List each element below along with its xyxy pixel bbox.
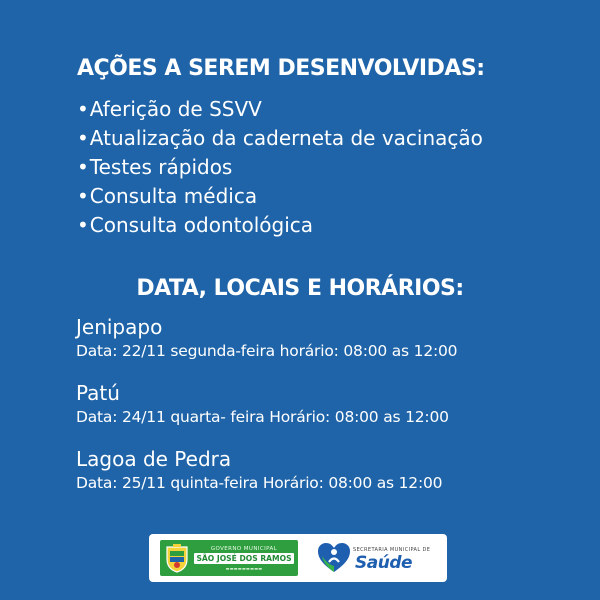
location-block [76,380,449,428]
bullet: • [77,126,89,150]
list-item [77,95,483,124]
saude-name: Saúde [355,553,413,573]
crest-icon [164,543,190,573]
action-label: Testes rápidos [89,155,233,179]
municipal-logo [160,540,298,576]
actions-heading: AÇÕES A SEREM DESENVOLVIDAS: [77,56,485,81]
location-name: Patú [76,381,120,405]
location-detail: Data: 24/11 quarta- feira Horário: 08:00 as 12:00 [76,408,449,426]
list-item [77,153,483,182]
municipal-subtitle: GOVERNO MUNICIPAL [210,546,278,552]
action-label: Consulta médica [89,184,258,208]
location-detail: Data: 22/11 segunda-feira horário: 08:00 as 12:00 [76,342,458,360]
list-item [77,124,483,153]
location-block [76,314,457,362]
saude-logo [315,540,435,576]
list-item [77,182,483,211]
location-name: Lagoa de Pedra [76,447,232,471]
location-detail: Data: 25/11 quinta-feira Horário: 08:00 as 12:00 [76,474,443,492]
action-label: Atualização da caderneta de vacinação [89,126,483,150]
location-name: Jenipapo [76,315,163,339]
bullet: • [77,155,89,179]
bullet: • [77,97,89,121]
bullet: • [77,213,89,237]
actions-list [77,95,483,240]
location-block [76,446,442,494]
heart-icon [317,542,351,574]
saude-subtitle: SECRETARIA MUNICIPAL DE [353,547,431,553]
list-item [77,211,483,240]
logo-bar [149,534,447,582]
action-label: Aferição de SSVV [89,97,262,121]
schedule-heading: DATA, LOCAIS E HORÁRIOS: [136,276,464,301]
municipal-tagline-mark: ▬▬▬▬▬▬▬▬▬ [225,566,263,571]
bullet: • [77,184,89,208]
municipal-name: SÃO JOSÉ DOS RAMOS [194,553,294,564]
action-label: Consulta odontológica [89,213,313,237]
